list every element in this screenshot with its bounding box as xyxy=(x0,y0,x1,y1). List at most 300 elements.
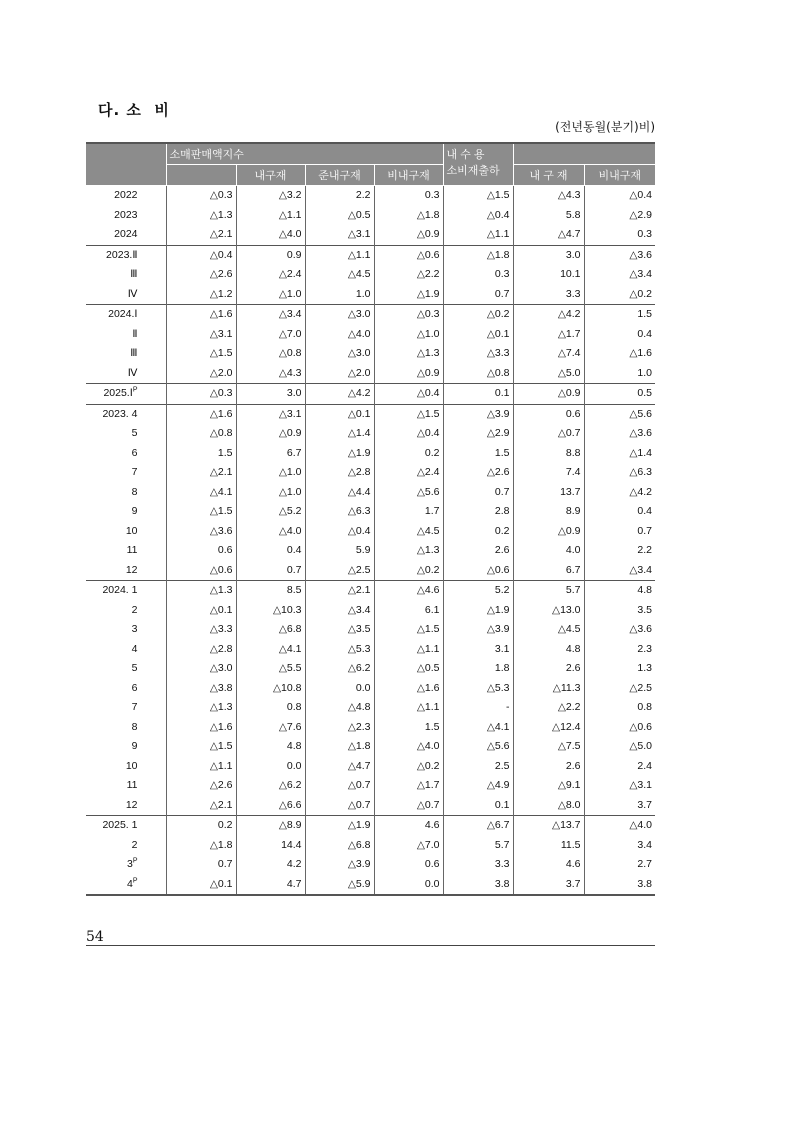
value-cell: △1.2 xyxy=(166,285,236,305)
period-label: 6 xyxy=(131,681,138,694)
value-cell: △2.2 xyxy=(374,265,443,285)
table-row xyxy=(86,620,655,640)
value-cell: △5.6 xyxy=(443,737,513,757)
value-cell: △0.2 xyxy=(584,285,655,305)
value-cell: △1.7 xyxy=(513,325,584,345)
period-label: 2023. 4 xyxy=(102,407,138,420)
value-cell: △3.0 xyxy=(166,659,236,679)
value-cell: - xyxy=(443,698,513,718)
value-cell: △0.8 xyxy=(236,344,305,364)
value-cell: △1.7 xyxy=(374,776,443,796)
value-cell: 4.8 xyxy=(513,640,584,660)
period-cell xyxy=(86,718,166,738)
value-cell: △0.3 xyxy=(374,305,443,325)
table-body xyxy=(86,186,655,896)
table-row xyxy=(86,225,655,245)
value-cell: 2.8 xyxy=(443,502,513,522)
value-cell: △1.8 xyxy=(443,245,513,265)
value-cell: △6.3 xyxy=(305,502,374,522)
table-row xyxy=(86,698,655,718)
value-cell: 1.8 xyxy=(443,659,513,679)
table-row xyxy=(86,384,655,405)
period-label: 3 xyxy=(126,858,133,871)
value-cell: 3.0 xyxy=(513,245,584,265)
value-cell: △3.9 xyxy=(443,620,513,640)
period-cell xyxy=(86,364,166,384)
period-label: Ⅳ xyxy=(127,366,138,379)
value-cell: △5.6 xyxy=(584,404,655,424)
value-cell: △0.4 xyxy=(305,522,374,542)
value-cell: △1.9 xyxy=(305,444,374,464)
value-cell: △5.6 xyxy=(374,483,443,503)
table-row xyxy=(86,757,655,777)
value-cell: 1.7 xyxy=(374,502,443,522)
value-cell: △4.4 xyxy=(305,483,374,503)
period-cell xyxy=(86,206,166,226)
value-cell: 5.2 xyxy=(443,581,513,601)
domestic-shipment-line1: 내 수 용 xyxy=(446,149,485,161)
period-cell xyxy=(86,325,166,345)
value-cell: △0.5 xyxy=(374,659,443,679)
value-cell: △2.6 xyxy=(166,265,236,285)
unit-label: (전년동월(분기)비) xyxy=(555,120,655,134)
value-cell: △8.0 xyxy=(513,796,584,816)
value-cell: 2.6 xyxy=(513,757,584,777)
value-cell: △10.3 xyxy=(236,601,305,621)
value-cell: 8.9 xyxy=(513,502,584,522)
value-cell: △4.2 xyxy=(513,305,584,325)
period-cell xyxy=(86,836,166,856)
value-cell: △0.7 xyxy=(305,796,374,816)
value-cell: 0.4 xyxy=(584,325,655,345)
period-cell xyxy=(86,601,166,621)
value-cell: △2.0 xyxy=(166,364,236,384)
period-cell xyxy=(86,659,166,679)
period-label: 3 xyxy=(131,623,138,636)
value-cell: △0.6 xyxy=(584,718,655,738)
value-cell: △1.0 xyxy=(236,285,305,305)
value-cell: △5.2 xyxy=(236,502,305,522)
value-cell: △4.7 xyxy=(513,225,584,245)
value-cell: △3.1 xyxy=(584,776,655,796)
value-cell: 0.6 xyxy=(166,541,236,561)
value-cell: △1.9 xyxy=(443,601,513,621)
value-cell: 0.6 xyxy=(513,404,584,424)
period-cell xyxy=(86,225,166,245)
value-cell: △11.3 xyxy=(513,679,584,699)
value-cell: △4.9 xyxy=(443,776,513,796)
value-cell: △3.6 xyxy=(584,245,655,265)
table-row xyxy=(86,855,655,875)
period-label: 6 xyxy=(131,446,138,459)
value-cell: △0.8 xyxy=(166,424,236,444)
period-label: 11 xyxy=(126,544,138,557)
value-cell: 4.8 xyxy=(584,581,655,601)
value-cell: 2.2 xyxy=(584,541,655,561)
value-cell: 0.9 xyxy=(236,245,305,265)
value-cell: △7.6 xyxy=(236,718,305,738)
value-cell: 1.5 xyxy=(374,718,443,738)
period-cell xyxy=(86,424,166,444)
period-cell xyxy=(86,620,166,640)
value-cell: △1.1 xyxy=(374,698,443,718)
value-cell: △3.4 xyxy=(584,561,655,581)
value-cell: 0.4 xyxy=(236,541,305,561)
consumption-table xyxy=(86,142,655,896)
value-cell: △6.2 xyxy=(305,659,374,679)
period-label: 9 xyxy=(131,505,138,518)
period-label: Ⅳ xyxy=(127,287,138,300)
value-cell: △1.4 xyxy=(305,424,374,444)
value-cell: △1.1 xyxy=(236,206,305,226)
period-label: Ⅲ xyxy=(130,347,138,360)
table-row xyxy=(86,463,655,483)
value-cell: △0.4 xyxy=(374,384,443,405)
value-cell: 0.7 xyxy=(443,285,513,305)
value-cell: △4.1 xyxy=(236,640,305,660)
value-cell: △1.9 xyxy=(374,285,443,305)
value-cell: △3.6 xyxy=(584,620,655,640)
table-row xyxy=(86,640,655,660)
value-cell: 11.5 xyxy=(513,836,584,856)
value-cell: △3.5 xyxy=(305,620,374,640)
value-cell: △4.1 xyxy=(166,483,236,503)
value-cell: 6.7 xyxy=(236,444,305,464)
value-cell: △3.9 xyxy=(443,404,513,424)
value-cell: △2.0 xyxy=(305,364,374,384)
value-cell: △1.0 xyxy=(236,483,305,503)
value-cell: △0.4 xyxy=(374,424,443,444)
period-label: 2024 xyxy=(114,228,138,241)
value-cell: 3.4 xyxy=(584,836,655,856)
value-cell: △1.5 xyxy=(166,344,236,364)
value-cell: 3.1 xyxy=(443,640,513,660)
value-cell: △0.6 xyxy=(166,561,236,581)
value-cell: 1.5 xyxy=(166,444,236,464)
period-label: 11 xyxy=(126,779,138,792)
value-cell: 0.7 xyxy=(584,522,655,542)
value-cell: △6.8 xyxy=(236,620,305,640)
value-cell: △0.2 xyxy=(374,561,443,581)
value-cell: △6.2 xyxy=(236,776,305,796)
period-label: 4 xyxy=(131,642,138,655)
value-cell: △0.6 xyxy=(374,245,443,265)
value-cell: △7.5 xyxy=(513,737,584,757)
period-cell xyxy=(86,305,166,325)
value-cell: △4.0 xyxy=(584,816,655,836)
value-cell: △3.6 xyxy=(166,522,236,542)
value-cell: △0.1 xyxy=(443,325,513,345)
preliminary-mark: P xyxy=(132,877,138,885)
value-cell: △5.5 xyxy=(236,659,305,679)
value-cell: △2.1 xyxy=(166,796,236,816)
period-cell xyxy=(86,245,166,265)
value-cell: △0.9 xyxy=(374,364,443,384)
period-cell xyxy=(86,541,166,561)
value-cell: 0.0 xyxy=(236,757,305,777)
value-cell: 2.2 xyxy=(305,186,374,206)
domestic-durable-header: 내 구 재 xyxy=(513,165,584,186)
durable-header: 내구재 xyxy=(236,165,305,186)
value-cell: 4.8 xyxy=(236,737,305,757)
preliminary-mark: P xyxy=(132,386,138,394)
value-cell: △1.3 xyxy=(166,581,236,601)
value-cell: △2.4 xyxy=(236,265,305,285)
value-cell: △1.6 xyxy=(166,305,236,325)
value-cell: 5.7 xyxy=(513,581,584,601)
period-cell xyxy=(86,796,166,816)
period-header xyxy=(86,143,166,186)
value-cell: △1.6 xyxy=(166,718,236,738)
value-cell: 0.2 xyxy=(374,444,443,464)
value-cell: 14.4 xyxy=(236,836,305,856)
value-cell: △4.5 xyxy=(374,522,443,542)
value-cell: △1.0 xyxy=(236,463,305,483)
value-cell: 8.8 xyxy=(513,444,584,464)
table-row xyxy=(86,816,655,836)
table-row xyxy=(86,305,655,325)
value-cell: 0.5 xyxy=(584,384,655,405)
value-cell: △0.7 xyxy=(513,424,584,444)
value-cell: 0.8 xyxy=(236,698,305,718)
value-cell: 0.3 xyxy=(584,225,655,245)
domestic-shipment-header xyxy=(443,143,513,186)
value-cell: △1.8 xyxy=(374,206,443,226)
value-cell: △6.8 xyxy=(305,836,374,856)
table-row xyxy=(86,483,655,503)
value-cell: △0.3 xyxy=(166,186,236,206)
value-cell: 3.7 xyxy=(513,875,584,896)
footer-rule xyxy=(86,945,655,946)
preliminary-mark: P xyxy=(132,857,138,865)
value-cell: △2.4 xyxy=(374,463,443,483)
value-cell: △2.1 xyxy=(166,463,236,483)
value-cell: △1.3 xyxy=(374,344,443,364)
value-cell: △2.9 xyxy=(443,424,513,444)
value-cell: 3.8 xyxy=(443,875,513,896)
table-row xyxy=(86,404,655,424)
value-cell: △2.5 xyxy=(584,679,655,699)
value-cell: 4.0 xyxy=(513,541,584,561)
value-cell: 3.3 xyxy=(513,285,584,305)
value-cell: △0.3 xyxy=(166,384,236,405)
value-cell: 0.4 xyxy=(584,502,655,522)
value-cell: △4.5 xyxy=(513,620,584,640)
value-cell: △2.6 xyxy=(166,776,236,796)
period-cell xyxy=(86,698,166,718)
value-cell: △3.6 xyxy=(584,424,655,444)
value-cell: 5.9 xyxy=(305,541,374,561)
period-cell xyxy=(86,384,166,405)
table-row xyxy=(86,581,655,601)
value-cell: △2.1 xyxy=(305,581,374,601)
value-cell: △2.2 xyxy=(513,698,584,718)
value-cell: △3.0 xyxy=(305,305,374,325)
value-cell: 1.0 xyxy=(305,285,374,305)
period-label: 2024. 1 xyxy=(102,584,138,597)
value-cell: △0.9 xyxy=(513,522,584,542)
table-row xyxy=(86,561,655,581)
value-cell: △1.6 xyxy=(166,404,236,424)
value-cell: △4.2 xyxy=(305,384,374,405)
value-cell: 0.3 xyxy=(374,186,443,206)
value-cell: △3.1 xyxy=(236,404,305,424)
period-cell xyxy=(86,581,166,601)
value-cell: 4.7 xyxy=(236,875,305,896)
value-cell: △1.1 xyxy=(166,757,236,777)
table-row xyxy=(86,836,655,856)
period-label: 10 xyxy=(125,524,138,537)
value-cell: △3.3 xyxy=(166,620,236,640)
value-cell: △4.6 xyxy=(374,581,443,601)
table-row xyxy=(86,444,655,464)
table-row xyxy=(86,522,655,542)
table-row xyxy=(86,265,655,285)
value-cell: △1.3 xyxy=(166,698,236,718)
value-cell: 3.8 xyxy=(584,875,655,896)
value-cell: △12.4 xyxy=(513,718,584,738)
value-cell: 1.0 xyxy=(584,364,655,384)
value-cell: △4.0 xyxy=(236,522,305,542)
period-cell xyxy=(86,757,166,777)
value-cell: 6.1 xyxy=(374,601,443,621)
value-cell: 0.6 xyxy=(374,855,443,875)
value-cell: △3.8 xyxy=(166,679,236,699)
value-cell: 1.5 xyxy=(584,305,655,325)
value-cell: 0.2 xyxy=(166,816,236,836)
value-cell: △4.3 xyxy=(513,186,584,206)
value-cell: △0.7 xyxy=(305,776,374,796)
value-cell: △6.3 xyxy=(584,463,655,483)
period-label: 2025. 1 xyxy=(102,819,138,832)
table-row xyxy=(86,875,655,896)
value-cell: △0.1 xyxy=(166,601,236,621)
value-cell: △5.3 xyxy=(443,679,513,699)
table-row xyxy=(86,679,655,699)
period-label: 5 xyxy=(131,662,138,675)
table-row xyxy=(86,541,655,561)
value-cell: △7.0 xyxy=(374,836,443,856)
value-cell: 7.4 xyxy=(513,463,584,483)
period-cell xyxy=(86,640,166,660)
value-cell: △4.7 xyxy=(305,757,374,777)
value-cell: 4.6 xyxy=(513,855,584,875)
value-cell: △0.1 xyxy=(305,404,374,424)
value-cell: 1.3 xyxy=(584,659,655,679)
value-cell: △1.5 xyxy=(166,737,236,757)
value-cell: △2.8 xyxy=(166,640,236,660)
period-label: 10 xyxy=(125,759,138,772)
period-label: 2 xyxy=(131,603,138,616)
value-cell: △0.9 xyxy=(513,384,584,405)
value-cell: △0.2 xyxy=(443,305,513,325)
retail-index-header: 소매판매액지수 xyxy=(166,143,443,165)
period-cell xyxy=(86,186,166,206)
value-cell: △1.4 xyxy=(584,444,655,464)
value-cell: △2.5 xyxy=(305,561,374,581)
period-cell xyxy=(86,679,166,699)
value-cell: △10.8 xyxy=(236,679,305,699)
period-cell xyxy=(86,444,166,464)
period-cell xyxy=(86,404,166,424)
value-cell: △3.0 xyxy=(305,344,374,364)
value-cell: 8.5 xyxy=(236,581,305,601)
period-label: 7 xyxy=(131,466,138,479)
value-cell: 3.7 xyxy=(584,796,655,816)
value-cell: 0.7 xyxy=(166,855,236,875)
table-row xyxy=(86,424,655,444)
value-cell: △4.8 xyxy=(305,698,374,718)
page-number: 54 xyxy=(86,929,104,945)
period-label: 2022 xyxy=(114,189,138,202)
value-cell: △8.9 xyxy=(236,816,305,836)
table-row xyxy=(86,796,655,816)
period-cell xyxy=(86,483,166,503)
value-cell: 10.1 xyxy=(513,265,584,285)
value-cell: △4.0 xyxy=(305,325,374,345)
retail-total-header xyxy=(166,165,236,186)
period-cell xyxy=(86,737,166,757)
period-label: Ⅱ xyxy=(132,327,138,340)
value-cell: △3.1 xyxy=(166,325,236,345)
value-cell: △9.1 xyxy=(513,776,584,796)
value-cell: 0.2 xyxy=(443,522,513,542)
value-cell: △7.0 xyxy=(236,325,305,345)
value-cell: △0.2 xyxy=(374,757,443,777)
value-cell: △5.0 xyxy=(513,364,584,384)
value-cell: 0.3 xyxy=(443,265,513,285)
value-cell: △1.6 xyxy=(584,344,655,364)
value-cell: △1.5 xyxy=(374,404,443,424)
value-cell: △1.6 xyxy=(374,679,443,699)
value-cell: △3.4 xyxy=(236,305,305,325)
value-cell: 5.7 xyxy=(443,836,513,856)
value-cell: △0.4 xyxy=(166,245,236,265)
table-row xyxy=(86,325,655,345)
period-label: 8 xyxy=(131,720,138,733)
value-cell: △1.1 xyxy=(374,640,443,660)
period-label: 7 xyxy=(131,701,138,714)
value-cell: 0.8 xyxy=(584,698,655,718)
value-cell: 2.3 xyxy=(584,640,655,660)
value-cell: △0.9 xyxy=(236,424,305,444)
value-cell: △0.9 xyxy=(374,225,443,245)
domestic-nondurable-header: 비내구재 xyxy=(584,165,655,186)
period-cell xyxy=(86,561,166,581)
value-cell: △0.4 xyxy=(443,206,513,226)
value-cell: △2.8 xyxy=(305,463,374,483)
period-cell xyxy=(86,285,166,305)
table-row xyxy=(86,285,655,305)
table-row xyxy=(86,718,655,738)
value-cell: △4.0 xyxy=(236,225,305,245)
table-row xyxy=(86,344,655,364)
table-row xyxy=(86,186,655,206)
value-cell: 5.8 xyxy=(513,206,584,226)
value-cell: △1.0 xyxy=(374,325,443,345)
value-cell: 6.7 xyxy=(513,561,584,581)
value-cell: △3.3 xyxy=(443,344,513,364)
period-label: 5 xyxy=(131,427,138,440)
value-cell: △4.5 xyxy=(305,265,374,285)
value-cell: △4.3 xyxy=(236,364,305,384)
table-row xyxy=(86,737,655,757)
value-cell: △0.6 xyxy=(443,561,513,581)
period-label: 2024.Ⅰ xyxy=(108,308,138,321)
period-cell xyxy=(86,875,166,896)
value-cell: △1.9 xyxy=(305,816,374,836)
value-cell: △2.9 xyxy=(584,206,655,226)
